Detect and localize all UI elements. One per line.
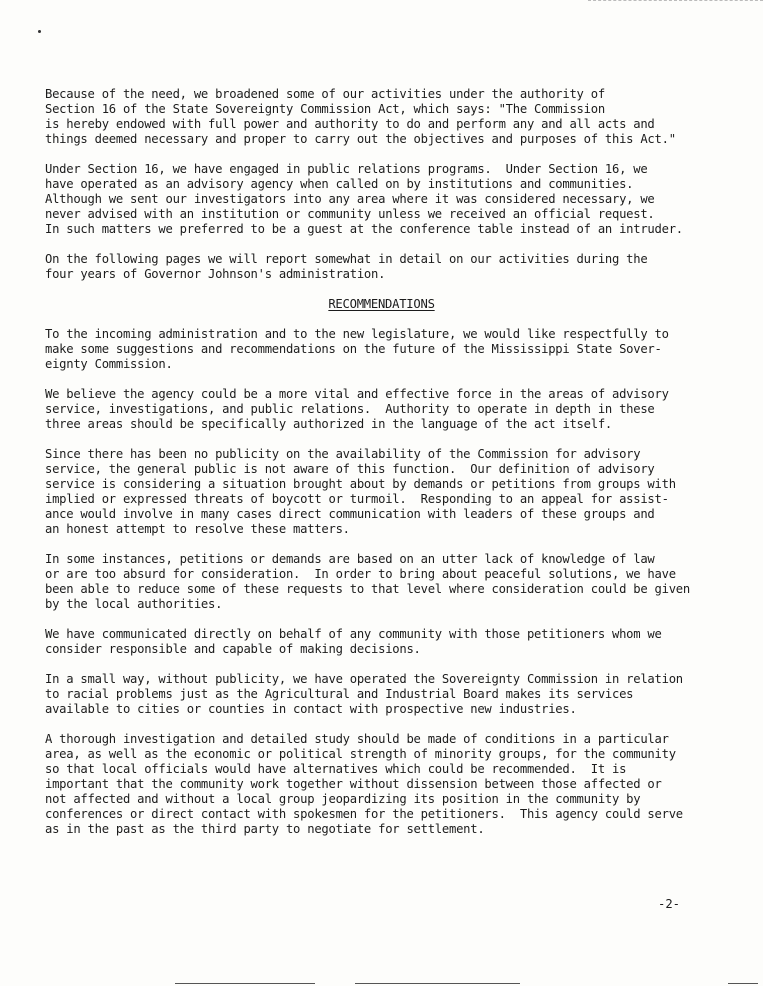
text-line: to racial problems just as the Agricultural and Industrial Board makes its services: [45, 687, 634, 701]
text-line: important that the community work together without dissension between those affected or: [45, 777, 662, 791]
scan-bottom-rule: [728, 983, 758, 984]
text-line: eignty Commission.: [45, 357, 173, 371]
text-line: conferences or direct contact with spokesmen for the petitioners. This agency could serve: [45, 807, 683, 821]
text-line: Because of the need, we broadened some of our activities under the authority of: [45, 87, 605, 101]
text-line: never advised with an institution or community unless we received an official request.: [45, 207, 655, 221]
text-line: On the following pages we will report somewhat in detail on our activities during the: [45, 252, 648, 266]
text-line: Since there has been no publicity on the availability of the Commission for advisory: [45, 447, 641, 461]
text-line: In some instances, petitions or demands are based on an utter lack of knowledge of law: [45, 552, 655, 566]
text-line: In a small way, without publicity, we have operated the Sovereignty Commission in relation: [45, 672, 683, 686]
text-line: three areas should be specifically authorized in the language of the act itself.: [45, 417, 612, 431]
scan-bottom-rule: [175, 983, 315, 984]
text-line: service, investigations, and public relations. Authority to operate in depth in these: [45, 402, 655, 416]
text-line: consider responsible and capable of making decisions.: [45, 642, 421, 656]
text-line: as in the past as the third party to negotiate for settlement.: [45, 822, 485, 836]
text-line: four years of Governor Johnson's administration.: [45, 267, 386, 281]
text-line: We have communicated directly on behalf of any community with those petitioners whom we: [45, 627, 662, 641]
text-line: Under Section 16, we have engaged in public relations programs. Under Section 16, we: [45, 162, 648, 176]
text-line: have operated as an advisory agency when called on by institutions and communities.: [45, 177, 634, 191]
text-line: available to cities or counties in contact with prospective new industries.: [45, 702, 577, 716]
text-line: is hereby endowed with full power and authority to do and perform any and all acts and: [45, 117, 655, 131]
text-line: or are too absurd for consideration. In order to bring about peaceful solutions, we have: [45, 567, 676, 581]
text-line: things deemed necessary and proper to carry out the objectives and purposes of this Act.": [45, 132, 676, 146]
text-line: ance would involve in many cases direct communication with leaders of these groups and: [45, 507, 655, 521]
text-line: an honest attempt to resolve these matters.: [45, 522, 350, 536]
text-line: not affected and without a local group jeopardizing its position in the community by: [45, 792, 641, 806]
text-line: area, as well as the economic or political strength of minority groups, for the community: [45, 747, 676, 761]
text-line: Section 16 of the State Sovereignty Commission Act, which says: "The Commission: [45, 102, 605, 116]
text-line: implied or expressed threats of boycott or turmoil. Responding to an appeal for assist-: [45, 492, 669, 506]
text-line: service, the general public is not aware of this function. Our definition of advisory: [45, 462, 655, 476]
text-line: To the incoming administration and to the new legislature, we would like respectfully to: [45, 327, 669, 341]
text-line: In such matters we preferred to be a guest at the conference table instead of an intruder.: [45, 222, 683, 236]
scan-bottom-rule: [355, 983, 520, 984]
text-line: service is considering a situation brought about by demands or petitions from groups with: [45, 477, 676, 491]
text-line: by the local authorities.: [45, 597, 223, 611]
page-number: -2-: [658, 897, 681, 911]
scan-speck: [38, 30, 41, 33]
text-line: We believe the agency could be a more vital and effective force in the areas of advisory: [45, 387, 669, 401]
text-line: been able to reduce some of these requests to that level where consideration could be given: [45, 582, 690, 596]
text-line: make some suggestions and recommendations on the future of the Mississippi State Sover-: [45, 342, 662, 356]
section-heading: RECOMMENDATIONS: [328, 297, 435, 311]
scan-edge-marks: [588, 0, 763, 3]
text-line: Although we sent our investigators into any area where it was considered necessary, we: [45, 192, 655, 206]
text-line: A thorough investigation and detailed study should be made of conditions in a particular: [45, 732, 669, 746]
text-line: so that local officials would have alternatives which could be recommended. It is: [45, 762, 627, 776]
